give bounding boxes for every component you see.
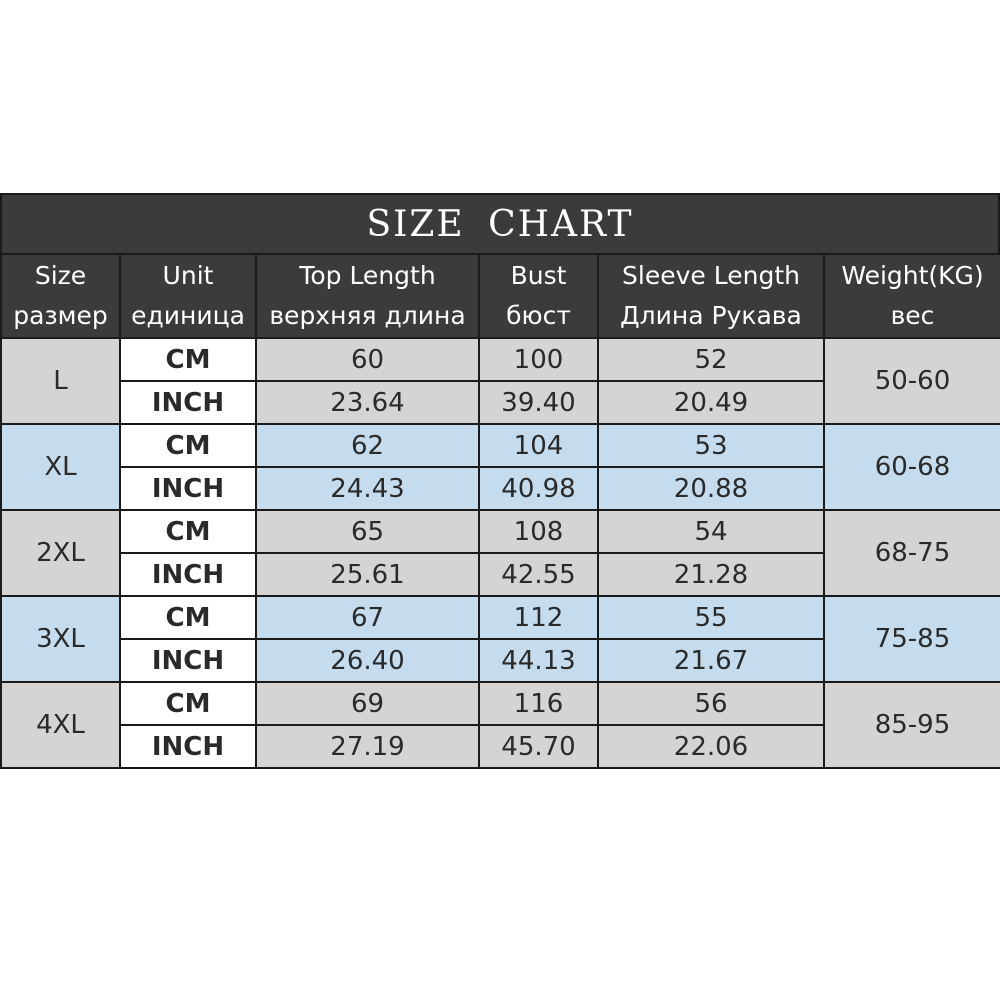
sleeve-length-cell: 55 (598, 596, 824, 639)
table-row (1, 596, 1000, 639)
table-row (1, 338, 1000, 381)
unit-cell: INCH (120, 639, 256, 682)
unit-cell: INCH (120, 725, 256, 768)
header-top-length-en: Top Length (299, 261, 436, 290)
sleeve-length-cell: 20.88 (598, 467, 824, 510)
sleeve-length-cell: 21.67 (598, 639, 824, 682)
bust-cell: 100 (479, 338, 598, 381)
header-unit (120, 254, 256, 338)
unit-cell: CM (120, 682, 256, 725)
bust-cell: 112 (479, 596, 598, 639)
top-length-cell: 26.40 (256, 639, 479, 682)
top-length-cell: 69 (256, 682, 479, 725)
weight-cell: 60-68 (824, 424, 1000, 510)
top-length-cell: 62 (256, 424, 479, 467)
header-unit-en: Unit (162, 261, 214, 290)
header-weight-ru: вес (890, 301, 935, 330)
header-sleeve-length (598, 254, 824, 338)
size-cell: L (1, 338, 120, 424)
top-length-cell: 60 (256, 338, 479, 381)
unit-cell: INCH (120, 381, 256, 424)
sleeve-length-cell: 53 (598, 424, 824, 467)
size-chart (0, 193, 1000, 769)
unit-cell: CM (120, 596, 256, 639)
sleeve-length-cell: 21.28 (598, 553, 824, 596)
bust-cell: 39.40 (479, 381, 598, 424)
top-length-cell: 67 (256, 596, 479, 639)
table-row (1, 682, 1000, 725)
header-weight-en: Weight(KG) (841, 261, 984, 290)
bust-cell: 44.13 (479, 639, 598, 682)
bust-cell: 45.70 (479, 725, 598, 768)
chart-title: SIZE CHART (0, 193, 1000, 253)
sleeve-length-cell: 22.06 (598, 725, 824, 768)
bust-cell: 42.55 (479, 553, 598, 596)
sleeve-length-cell: 52 (598, 338, 824, 381)
top-length-cell: 24.43 (256, 467, 479, 510)
unit-cell: CM (120, 338, 256, 381)
size-cell: 4XL (1, 682, 120, 768)
top-length-cell: 27.19 (256, 725, 479, 768)
top-length-cell: 65 (256, 510, 479, 553)
sleeve-length-cell: 54 (598, 510, 824, 553)
size-cell: 2XL (1, 510, 120, 596)
header-sleeve-length-en: Sleeve Length (622, 261, 800, 290)
bust-cell: 104 (479, 424, 598, 467)
bust-cell: 40.98 (479, 467, 598, 510)
unit-cell: CM (120, 510, 256, 553)
bust-cell: 108 (479, 510, 598, 553)
top-length-cell: 23.64 (256, 381, 479, 424)
size-table (0, 253, 1000, 769)
weight-cell: 68-75 (824, 510, 1000, 596)
table-row (1, 424, 1000, 467)
header-sleeve-length-ru: Длина Рукава (620, 301, 802, 330)
weight-cell: 85-95 (824, 682, 1000, 768)
header-weight (824, 254, 1000, 338)
unit-cell: INCH (120, 467, 256, 510)
bust-cell: 116 (479, 682, 598, 725)
header-bust-ru: бюст (506, 301, 571, 330)
header-unit-ru: единица (131, 301, 245, 330)
unit-cell: INCH (120, 553, 256, 596)
header-top-length (256, 254, 479, 338)
weight-cell: 75-85 (824, 596, 1000, 682)
sleeve-length-cell: 56 (598, 682, 824, 725)
header-size (1, 254, 120, 338)
size-cell: 3XL (1, 596, 120, 682)
unit-cell: CM (120, 424, 256, 467)
sleeve-length-cell: 20.49 (598, 381, 824, 424)
top-length-cell: 25.61 (256, 553, 479, 596)
weight-cell: 50-60 (824, 338, 1000, 424)
header-bust (479, 254, 598, 338)
header-row (1, 254, 1000, 338)
header-bust-en: Bust (510, 261, 567, 290)
header-size-en: Size (34, 261, 87, 290)
header-top-length-ru: верхняя длина (269, 301, 466, 330)
size-cell: XL (1, 424, 120, 510)
table-row (1, 510, 1000, 553)
header-size-ru: размер (13, 301, 108, 330)
